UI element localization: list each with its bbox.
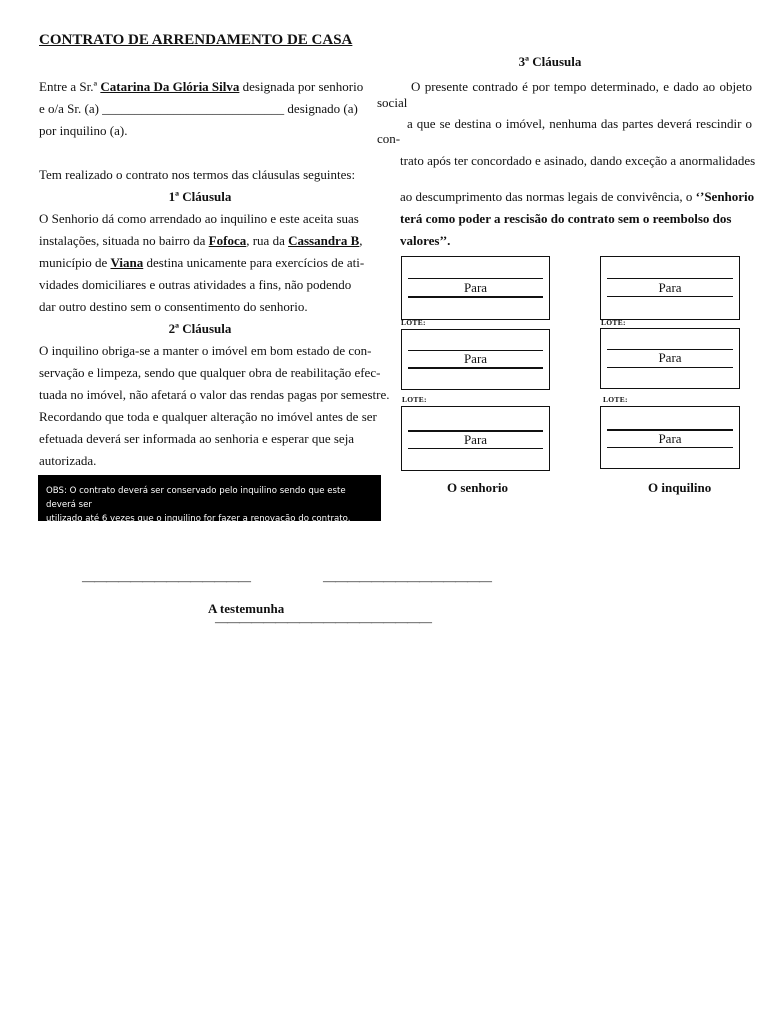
landlord-label: O senhorio (447, 480, 509, 495)
clause-3-line-4 (400, 189, 754, 205)
obs-note-box (38, 475, 381, 524)
receipt-slip-left-3 (401, 406, 550, 471)
bairro-name: Fofoca (208, 233, 247, 248)
clause-2-line-4: Recordando que toda e qualquer alteração no imóvel antes de ser (39, 409, 377, 424)
receipt-slip-right-2 (600, 328, 740, 389)
obs-line-1: OBS: O contrato deverá ser conservado pelo inquilino sendo que este deverá ser (46, 486, 346, 510)
clause-1-line-2 (39, 233, 363, 249)
receipt-slip-left-1 (401, 256, 550, 320)
clause-2-line-2: servação e limpeza, sendo que qualquer obra de reabilitação efec- (39, 365, 381, 380)
intro-line-4: Tem realizado o contrato nos termos das cláusulas seguintes: (39, 167, 356, 182)
clause-1-line-5: dar outro destino sem o consentimento do senhorio. (39, 299, 308, 314)
witness-signature-line: —————————————————— (215, 614, 431, 629)
rua-name: Cassandra B (288, 233, 360, 248)
lote-label: LOTE: (402, 395, 427, 404)
witness-label: A testemunha (208, 601, 285, 616)
clause-2-line-1: O inquilino obriga-se a manter o imóvel em bom estado de con- (39, 343, 372, 358)
lote-label: LOTE: (601, 318, 626, 327)
clause-3-heading: 3ª Cláusula (518, 54, 582, 69)
tenant-label: O inquilino (648, 480, 712, 495)
clause-3-line-1b: social (377, 95, 408, 110)
municipio-name: Viana (110, 255, 144, 270)
intro-text: Entre a Sr.ª (39, 79, 101, 94)
clause-text: , (359, 233, 363, 248)
clause-2-line-6: autorizada. (39, 453, 97, 468)
slip-line (607, 447, 733, 448)
clause-3-line-3: trato após ter concordado e asinado, dando exceção a anormalidades (400, 153, 756, 168)
slip-para-label: Para (658, 431, 682, 446)
landlord-name: Catarina Da Glória Silva (100, 79, 240, 94)
slip-line (408, 448, 543, 449)
clause-bold-text: ‘’Senhorio (695, 189, 755, 204)
clause-3-line-2b: con- (377, 131, 401, 146)
clause-1-line-4: vidades domiciliares e outras atividades a fins, não podendo (39, 277, 352, 292)
clause-2-line-5: efetuada deverá ser informada ao senhoria e esperar que seja (39, 431, 355, 446)
clause-2-line-3: tuada no imóvel, não afetará o valor das rendas pagas por semestre. (39, 387, 390, 402)
slip-para-label: Para (658, 350, 682, 365)
lote-label: LOTE: (401, 318, 426, 327)
intro-line-1 (39, 79, 363, 95)
receipt-slip-right-3 (600, 406, 740, 469)
clause-text: ao descumprimento das normas legais de convivência, o (400, 189, 696, 204)
clause-2-heading: 2ª Cláusula (168, 321, 232, 336)
slip-para-label: Para (463, 432, 488, 447)
slip-line (408, 278, 543, 279)
slip-para-label: Para (463, 280, 488, 295)
document-title: CONTRATO DE ARRENDAMENTO DE CASA (39, 32, 353, 48)
clause-text: destina unicamente para exercícios de ati- (143, 255, 365, 270)
clause-3-line-5: terá como poder a rescisão do contrato sem o reembolso dos (400, 211, 732, 226)
slip-para-label: Para (658, 280, 682, 295)
slip-para-label: Para (463, 351, 488, 366)
intro-line-3: por inquilino (a). (39, 123, 128, 138)
slip-line (607, 367, 733, 368)
intro-line-2: e o/a Sr. (a) ____________________________ designado (a) (39, 101, 358, 116)
clause-text: , rua da (246, 233, 289, 248)
receipt-slip-right-1 (600, 256, 740, 320)
clause-3-line-6: valores’’. (400, 233, 451, 248)
clause-text: município de (39, 255, 111, 270)
slip-line (607, 278, 733, 279)
slip-line (607, 296, 733, 297)
receipt-slip-left-2 (401, 329, 550, 390)
signature-line-right: —————————————— (323, 573, 491, 588)
lote-label: LOTE: (603, 395, 628, 404)
clause-text: instalações, situada no bairro da (39, 233, 209, 248)
clause-3-line-2: a que se destina o imóvel, nenhuma das partes deverá rescindir o (407, 116, 752, 131)
slip-line (408, 296, 543, 298)
clause-1-line-3 (39, 255, 364, 271)
obs-line-2: utilizado até 6 vezes que o inquilino for fazer a renovação do contrato. (46, 514, 351, 524)
intro-text: designada por senhorio (239, 79, 364, 94)
clause-1-heading: 1ª Cláusula (168, 189, 232, 204)
signature-line-left: —————————————— (82, 573, 250, 588)
clause-3-line-1: O presente contrado é por tempo determinado, e dado ao objeto (411, 79, 752, 94)
slip-line (408, 367, 543, 369)
clause-1-line-1: O Senhorio dá como arrendado ao inquilino e este aceita suas (39, 211, 359, 226)
